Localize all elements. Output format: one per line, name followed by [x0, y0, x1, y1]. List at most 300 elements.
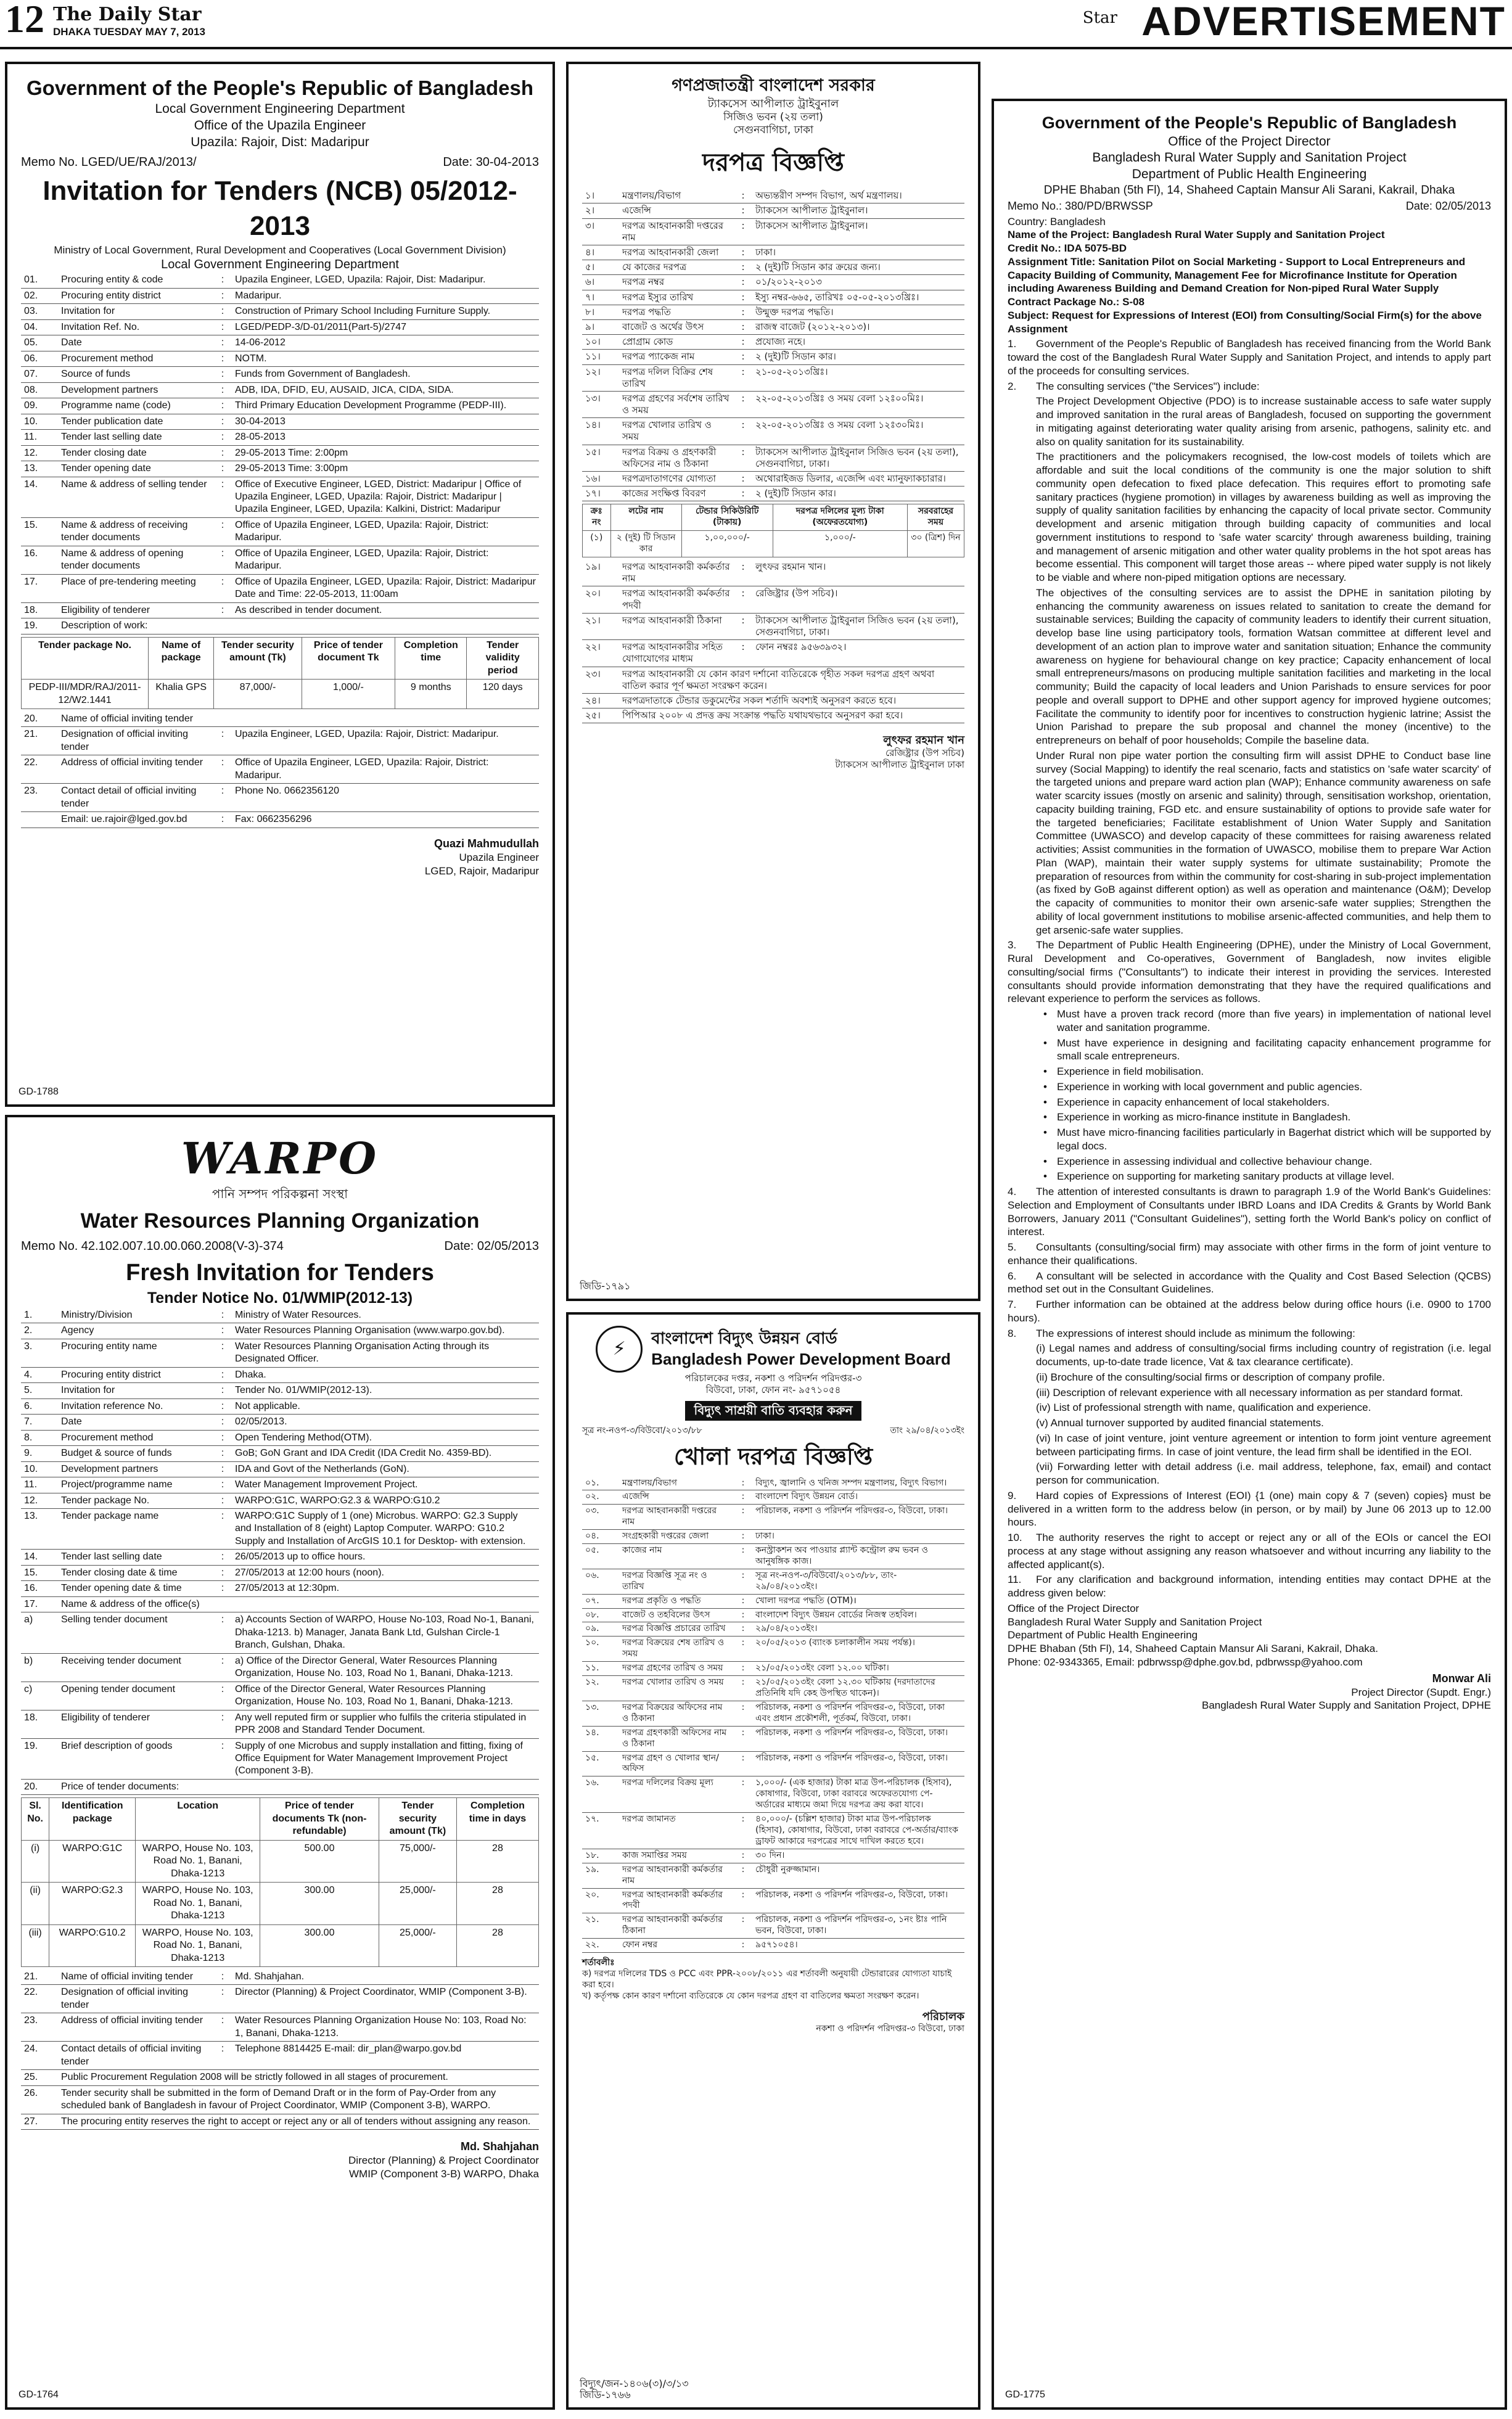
row-colon: :	[734, 640, 752, 667]
table-row	[582, 218, 964, 245]
row-number: ১২.	[582, 1676, 619, 1701]
row-colon: :	[734, 1505, 752, 1530]
row-number: ০৯.	[582, 1622, 619, 1637]
table-row	[21, 304, 539, 319]
row-value: Office of the Director General, Water Resources Planning Organization, House No. 103, Road No 1, Banani, Dhaka-1213.	[232, 1682, 539, 1710]
paragraph-number: 10.	[1008, 1532, 1022, 1544]
row-label: প্রোগ্রাম কোড	[619, 335, 734, 350]
row-colon: :	[213, 1398, 232, 1414]
row-number: 27.	[21, 2114, 58, 2129]
row-colon: :	[734, 290, 752, 305]
row-label: Contact detail of official inviting tender	[58, 784, 213, 812]
row-value: Funds from Government of Bangladesh.	[232, 367, 539, 382]
row-label: Invitation for	[58, 304, 213, 319]
dphe-sig-title: Project Director (Supdt. Engr.)	[1351, 1686, 1491, 1698]
row-value: ট্যাকসেস আপীলাত ট্রাইবুনাল।	[752, 218, 964, 245]
bpdb-terms	[582, 1969, 964, 2002]
lged-memo: Memo No. LGED/UE/RAJ/2013/	[21, 155, 197, 169]
table-row	[21, 755, 539, 784]
warpo-date: Date: 02/05/2013	[444, 1239, 539, 1253]
row-label: Procuring entity name	[58, 1339, 213, 1367]
row-colon: :	[734, 350, 752, 364]
table-row	[582, 1939, 964, 1953]
table-row	[582, 319, 964, 334]
table-row	[582, 1662, 964, 1676]
row-label: Procuring entity district	[58, 288, 213, 303]
row-label: দরপত্র আহবানকারী দপ্তরের নাম	[619, 1505, 734, 1530]
paragraph-text: For any clarification and background information, intending entities may contact DPHE at the address given below:	[1008, 1574, 1491, 1600]
lged-date: Date: 30-04-2013	[443, 155, 539, 169]
masthead	[0, 0, 1512, 49]
row-value: ০১/২০১২-২০১৩	[752, 275, 964, 290]
table-row	[21, 546, 539, 574]
warpo-bn-name: পানি সম্পদ পরিকল্পনা সংস্থা	[212, 1186, 348, 1201]
lged-table-2	[21, 712, 539, 828]
row-number: ২২।	[582, 640, 619, 667]
row-number: 4.	[21, 1367, 58, 1382]
row-number: ২৩।	[582, 667, 619, 693]
row-value: ঢাকা।	[752, 245, 964, 260]
row-number: 21.	[21, 727, 58, 755]
grid-header-cell: Price of tender document Tk	[302, 637, 395, 679]
grid-cell: WARPO:G2.3	[49, 1883, 136, 1924]
table-row	[582, 1913, 964, 1939]
row-label: বাজেট ও তহবিলের উৎস	[619, 1608, 734, 1622]
row-label: দরপত্র বিক্রয়ের অফিসের নাম ও ঠিকানা	[619, 1701, 734, 1726]
table-row	[21, 1565, 539, 1580]
table-row	[582, 189, 964, 203]
row-label: দরপত্র আহবানকারী যে কোন কারণ দর্শানো ব্যতিরেকে গৃহীত সকল দরপত্র গ্রহণ অথবা বাতিল করার পূর্ণ ক্ষমতা সংরক্ষণ করেন।	[619, 667, 964, 693]
row-label: দরপত্র আহবানকারী কর্মকর্তার ঠিকানা	[619, 1913, 734, 1939]
taxes-tender-ad	[566, 62, 980, 1301]
row-value: ২২-০৫-২০১৩খ্রিঃ ও সময় বেলা ১২ঃ৩০মিঃ।	[752, 418, 964, 445]
paragraph	[1008, 1342, 1491, 1369]
row-label: Invitation Ref. No.	[58, 319, 213, 335]
row-number: 5.	[21, 1383, 58, 1398]
paragraph	[1008, 1489, 1491, 1529]
warpo-memo: Memo No. 42.102.007.10.00.060.2008(V-3)-374	[21, 1239, 284, 1253]
row-number: ০১.	[582, 1477, 619, 1490]
row-value: পরিচালক, নকশা ও পরিদর্শন পরিদপ্তর-৩, বিউবো, ঢাকা।	[752, 1505, 964, 1530]
row-number: ২০।	[582, 586, 619, 613]
row-number: ৪।	[582, 245, 619, 260]
bpdb-dept: পরিচালকের দপ্তর, নকশা ও পরিদর্শন পরিদপ্তর-৩	[684, 1373, 862, 1384]
grid-cell: 28	[456, 1883, 538, 1924]
taxes-sig-title: রেজিষ্ট্রার (উপ সচিব)	[885, 747, 964, 759]
row-label: দরপত্র আহবানকারী কর্মকর্তার নাম	[619, 560, 734, 586]
table-row	[582, 364, 964, 391]
row-value: বাংলাদেশ বিদ্যুৎ উন্নয়ন বোর্ড।	[752, 1490, 964, 1505]
row-colon: :	[213, 398, 232, 414]
grid-cell: (i)	[22, 1840, 49, 1882]
table-row	[21, 1493, 539, 1508]
grid-cell: WARPO, House No. 103, Road No. 1, Banani, Dhaka-1213	[136, 1883, 260, 1924]
row-label: দরপত্র বিজ্ঞপ্তি সূত্র নং ও তারিখ	[619, 1569, 734, 1594]
row-number: ১২।	[582, 364, 619, 391]
table-row	[21, 1383, 539, 1398]
row-colon: :	[734, 1490, 752, 1505]
row-label: Tender closing date	[58, 445, 213, 461]
row-value: Office of Upazila Engineer, LGED, Upazila: Rajoir, District: Madaripur.	[232, 755, 539, 784]
section-title: ADVERTISEMENT	[1141, 0, 1506, 44]
row-number: ০৮.	[582, 1608, 619, 1622]
warpo-sig-org: WMIP (Component 3-B) WARPO, Dhaka	[349, 2167, 539, 2180]
row-colon: :	[734, 1569, 752, 1594]
grid-header-cell: Tender security amount (Tk)	[379, 1798, 456, 1840]
paragraph	[1008, 1298, 1491, 1325]
row-number: ১৭.	[582, 1813, 619, 1849]
row-number: ০৩.	[582, 1505, 619, 1530]
row-number: ১৮.	[582, 1849, 619, 1863]
row-label: The procuring entity reserves the right to accept or reject any or all of tenders without assigning any reason.	[58, 2114, 539, 2129]
row-number: 08.	[21, 382, 58, 398]
row-number: ১৬।	[582, 472, 619, 487]
grid-cell: (iii)	[22, 1924, 49, 1966]
row-value: Office of Upazila Engineer, LGED, Upazila: Rajoir, District: Madaripur Date and Time: 22-05-2013, 11:00am	[232, 574, 539, 602]
row-colon: :	[734, 1662, 752, 1676]
row-label: Budget & source of funds	[58, 1446, 213, 1461]
grid-cell: 87,000/-	[214, 680, 302, 709]
table-row	[582, 1505, 964, 1530]
paragraph-text: Hard copies of Expressions of Interest (EOI) {1 (one) main copy & 7 (seven) copies} must be delivered in a written form to the address below (in person, or by mail) by June 06 2013 up to 12.00 hours.	[1008, 1489, 1491, 1529]
row-colon: :	[213, 1738, 232, 1779]
row-value: Office of Upazila Engineer, LGED, Upazila: Rajoir, District: Madaripur.	[232, 546, 539, 574]
row-label: Procuring entity & code	[58, 273, 213, 288]
row-value: পরিচালক, নকশা ও পরিদর্শন পরিদপ্তর-৩, বিউবো, ঢাকা।	[752, 1888, 964, 1913]
row-label: দরপত্র বিক্রয়ের শেষ তারিখ ও সময়	[619, 1637, 734, 1662]
row-colon: :	[213, 1550, 232, 1565]
row-value: উন্মুক্ত দরপত্র পদ্ধতি।	[752, 305, 964, 319]
grid-cell: PEDP-III/MDR/RAJ/2011-12/W2.1441	[22, 680, 149, 709]
row-number: 12.	[21, 1493, 58, 1508]
row-value: ফোন নম্বরঃ ৯৫৬৩৯৩২।	[752, 640, 964, 667]
row-colon: :	[213, 1969, 232, 1985]
paragraph	[1008, 1531, 1491, 1571]
row-colon: :	[734, 275, 752, 290]
row-value: Water Resources Planning Organisation (www.warpo.gov.bd).	[232, 1323, 539, 1339]
row-label: Project/programme name	[58, 1477, 213, 1493]
row-number: 19.	[21, 1738, 58, 1779]
grid-header-cell: লটের নাম	[610, 504, 681, 531]
page-number: 12	[5, 0, 44, 41]
table-row	[582, 1594, 964, 1608]
dphe-gd: GD-1775	[1005, 2389, 1045, 2400]
grid-header-cell: Tender security amount (Tk)	[214, 637, 302, 679]
row-value: বাংলাদেশ বিদ্যুৎ উন্নয়ন বোর্ডের নিজস্ব তহবিল।	[752, 1608, 964, 1622]
row-colon: :	[213, 784, 232, 812]
table-row	[21, 445, 539, 461]
table-row	[21, 273, 539, 288]
row-label: Date	[58, 335, 213, 351]
row-label: কাজ সমাপ্তির সময়	[619, 1849, 734, 1863]
grid-header-cell: Completion time	[395, 637, 467, 679]
bullet-item: • Must have a proven track record (more than five years) in implementation of national level water and sanitation programme.	[1008, 1008, 1491, 1035]
bullet-item: • Experience in capacity enhancement of local stakeholders.	[1008, 1096, 1491, 1109]
row-colon: :	[734, 1751, 752, 1776]
row-number: ১০।	[582, 335, 619, 350]
row-number: 8.	[21, 1430, 58, 1445]
paper-name: The Daily Star	[53, 4, 202, 25]
row-label: Tender package name	[58, 1509, 213, 1550]
table-row	[582, 1622, 964, 1637]
row-number: 24.	[21, 2042, 58, 2070]
bpdb-name: Bangladesh Power Development Board	[651, 1350, 951, 1368]
table-row	[582, 1530, 964, 1544]
row-label: কাজের নাম	[619, 1544, 734, 1569]
dphe-gov: Government of the People's Republic of Bangladesh	[1042, 113, 1457, 132]
row-number: ১৪.	[582, 1726, 619, 1751]
paragraph-text: (iii) Description of relevant experience with all necessary information as per standard format.	[1036, 1386, 1463, 1398]
bpdb-sig-org: নকশা ও পরিদর্শন পরিদপ্তর-৩ বিউবো, ঢাকা	[816, 2023, 964, 2034]
row-number: 3.	[21, 1339, 58, 1367]
bpdb-sig-title: পরিচালক	[922, 2010, 964, 2023]
row-value: ট্যাকসেস আপীলাত ট্রাইবুনাল সিজিও ভবন (২য় তলা), সেগুনবাগিচা, ঢাকা।	[752, 445, 964, 471]
row-colon: :	[213, 1985, 232, 2013]
paragraph	[1008, 1270, 1491, 1297]
warpo-sig-name: Md. Shahjahan	[460, 2140, 539, 2153]
paragraph	[1008, 1573, 1491, 1600]
warpo-notice: Tender Notice No. 01/WMIP(2012-13)	[147, 1289, 413, 1307]
row-colon: :	[213, 335, 232, 351]
paragraph-number: 8.	[1008, 1327, 1017, 1339]
row-colon: :	[734, 472, 752, 487]
table-row	[21, 1398, 539, 1414]
paragraph-text: A consultant will be selected in accordance with the Quality and Cost Based Selection (QCBS) method set out in the Consultant Guidelines.	[1008, 1270, 1491, 1296]
paragraph-text: The expressions of interest should include as minimum the following:	[1036, 1327, 1355, 1339]
bullet-item: • Experience in working with local government and public agencies.	[1008, 1080, 1491, 1094]
row-label: দরপত্র আহবানকারী কর্মকর্তার পদবী	[619, 1888, 734, 1913]
row-number	[21, 812, 58, 828]
row-value: রেজিষ্ট্রার (উপ সচিব)।	[752, 586, 964, 613]
table-row	[582, 350, 964, 364]
row-value: IDA and Govt of the Netherlands (GoN).	[232, 1461, 539, 1477]
row-value: Any well reputed firm or supplier who fulfils the criteria stipulated in PPR 2008 and Standard Tender Document.	[232, 1710, 539, 1738]
table-row	[21, 1415, 539, 1430]
warpo-gd: GD-1764	[18, 2389, 59, 2400]
grid-cell: Khalia GPS	[149, 680, 214, 709]
bpdb-gd-left: বিদ্যুৎ/জন-১৪০৬(৩)/৩/১৩	[580, 2377, 689, 2389]
text-line: Phone: 02-9343365, Email: pdbrwssp@dphe.gov.bd, pdbrwssp@yahoo.com	[1008, 1656, 1363, 1668]
paragraph-text: Further information can be obtained at the address below during office hours (i.e. 0900 to 1700 hours).	[1008, 1299, 1491, 1324]
table-row	[21, 414, 539, 429]
row-value: কনস্ট্রাকশন অব পাওয়ার প্ল্যান্ট কন্ট্রোল রুম ভবন ও আনুষঙ্গিক কাজ।	[752, 1544, 964, 1569]
table-row	[21, 2070, 539, 2085]
row-number: ২১.	[582, 1913, 619, 1939]
dphe-package: Contract Package No.: S-08	[1008, 296, 1145, 308]
row-number: ০২.	[582, 1490, 619, 1505]
grid-cell: (ii)	[22, 1883, 49, 1924]
row-colon: :	[213, 574, 232, 602]
row-colon: :	[213, 382, 232, 398]
row-number: ১৬.	[582, 1776, 619, 1813]
text-line: খ) কর্তৃপক্ষ কোন কারণ দর্শানো ব্যতিরেকে যে কোন দরপত্র গ্রহণ বা বাতিলের ক্ষমতা সংরক্ষণ করেন।	[582, 1990, 919, 2001]
paragraph-number: 3.	[1008, 939, 1017, 951]
row-label: Agency	[58, 1323, 213, 1339]
bullet-item: • Experience in field mobilisation.	[1008, 1065, 1491, 1078]
grid-cell: (১)	[583, 531, 611, 557]
row-label: দরপত্রদাতাগণের যোগ্যতা	[619, 472, 734, 487]
row-colon: :	[734, 189, 752, 203]
grid-header-row	[22, 1798, 539, 1840]
row-number: ১।	[582, 189, 619, 203]
grid-cell: 28	[456, 1924, 538, 1966]
lged-sig-title: Upazila Engineer	[459, 851, 539, 863]
table-row	[582, 305, 964, 319]
table-row	[21, 1477, 539, 1493]
row-label: সংগ্রহকারী দপ্তরের জেলা	[619, 1530, 734, 1544]
row-value: 29-05-2013 Time: 3:00pm	[232, 461, 539, 477]
paragraph-text: The authority reserves the right to accept or reject any or all of the EOIs or cancel the EOI process at any stage without assigning any reason whatsoever and without incurring any liability to the affected applicant(s).	[1008, 1532, 1491, 1571]
table-row	[582, 1751, 964, 1776]
row-label: Designation of official inviting tender	[58, 727, 213, 755]
row-value: 27/05/2013 at 12:30pm.	[232, 1581, 539, 1596]
grid-cell: ১,০০০/-	[773, 531, 907, 557]
table-row	[582, 560, 964, 586]
row-colon: :	[213, 1509, 232, 1550]
row-label: Eligibility of tenderer	[58, 602, 213, 618]
row-label: ফোন নম্বর	[619, 1939, 734, 1953]
bpdb-banner: বিদ্যুৎ সাশ্রয়ী বাতি ব্যবহার করুন	[685, 1401, 861, 1421]
row-value: WARPO:G1C Supply of 1 (one) Microbus. WARPO: G2.3 Supply and Installation of 8 (eight) Laptop Computer. WARPO: G10.2 Supply and Installation of ArcGIS 10.1 for Desktop- with extension.	[232, 1509, 539, 1550]
row-label: Name & address of opening tender documents	[58, 546, 213, 574]
row-colon: :	[734, 260, 752, 275]
row-number: ১১।	[582, 350, 619, 364]
table-row	[582, 1888, 964, 1913]
row-number: 23.	[21, 784, 58, 812]
table-row	[582, 472, 964, 487]
paragraph	[1008, 395, 1491, 448]
row-value: প্রযোজ্য নহে।	[752, 335, 964, 350]
table-row	[21, 1509, 539, 1550]
table-row	[21, 461, 539, 477]
row-colon: :	[213, 1415, 232, 1430]
grid-cell: 25,000/-	[379, 1883, 456, 1924]
paragraph	[1008, 1432, 1491, 1459]
dphe-office: Office of the Project Director	[1168, 134, 1331, 149]
table-row	[582, 391, 964, 417]
lged-ministry: Ministry of Local Government, Rural Development and Cooperatives (Local Government Division)	[54, 244, 506, 257]
paragraph-text: (vii) Forwarding letter with detail address (i.e. mail address, telephone, fax, email) and contact person for communication.	[1036, 1461, 1491, 1487]
row-label: দরপত্র আহবানকারী ঠিকানা	[619, 613, 734, 639]
paragraph-number: 4.	[1008, 1186, 1017, 1198]
row-value: ৯৫৭১০৫৪।	[752, 1939, 964, 1953]
row-colon: :	[213, 812, 232, 828]
row-label: Ministry/Division	[58, 1308, 213, 1323]
row-value: খোলা দরপত্র পদ্ধতি (OTM)।	[752, 1594, 964, 1608]
paragraph	[1008, 586, 1491, 747]
row-number: ২০.	[582, 1888, 619, 1913]
paragraph-number: 6.	[1008, 1270, 1017, 1282]
row-colon: :	[213, 2042, 232, 2070]
table-row	[21, 2013, 539, 2042]
row-value: Telephone 8814425 E-mail: dir_plan@warpo.gov.bd	[232, 2042, 539, 2070]
row-colon: :	[213, 1710, 232, 1738]
dphe-country: Country: Bangladesh	[1008, 215, 1106, 228]
row-value: পরিচালক, নকশা ও পরিদর্শন পরিদপ্তর-৩, বিউবো, ঢাকা।	[752, 1726, 964, 1751]
row-value: ২১/০৫/২০১৩ইং বেলা ১২.৩০ ঘটিকায় (দরদাতাদের প্রতিনিধি যদি কেহ উপস্থিত থাকেন)।	[752, 1676, 964, 1701]
row-label: Tender security shall be submitted in the form of Demand Draft or in the form of Pay-Order from any scheduled bank of Bangladesh in favour of Project Coordinator, WMIP (Component 3-B), WARPO.	[58, 2085, 539, 2114]
row-number: ২২.	[582, 1939, 619, 1953]
row-value: ৪০,০০০/- (চল্লিশ হাজার) টাকা মাত্র উপ-পরিচালক (হিসাব), কোষাগার, বিউবো, ঢাকা বরাবরে পে-অর্ডার/ব্যাংক ড্রাফট আকারে দরপত্রের সাথে দাখিল করতে হবে।	[752, 1813, 964, 1849]
row-label: বাজেট ও অর্থের উৎস	[619, 319, 734, 334]
row-number: ২৫।	[582, 708, 619, 723]
row-label: Programme name (code)	[58, 398, 213, 414]
row-label: দরপত্র খোলার তারিখ ও সময়	[619, 418, 734, 445]
text-line: Bangladesh Rural Water Supply and Sanitation Project	[1008, 1616, 1262, 1628]
row-label: Development partners	[58, 382, 213, 398]
row-colon: :	[213, 517, 232, 546]
paragraph	[1008, 749, 1491, 937]
paragraph	[1008, 1401, 1491, 1415]
row-label: Tender opening date	[58, 461, 213, 477]
table-row	[21, 712, 539, 727]
row-number: 23.	[21, 2013, 58, 2042]
grid-header-cell: Price of tender documents Tk (non-refundable)	[260, 1798, 379, 1840]
bpdb-bn-name: বাংলাদেশ বিদ্যুৎ উন্নয়ন বোর্ড	[651, 1329, 837, 1348]
row-label: Opening tender document	[58, 1682, 213, 1710]
row-colon: :	[213, 1323, 232, 1339]
row-label: Designation of official inviting tender	[58, 1985, 213, 2013]
row-value: ২২-০৫-২০১৩খ্রিঃ ও সময় বেলা ১২ঃ০০মিঃ।	[752, 391, 964, 417]
table-row	[21, 574, 539, 602]
row-label: Name & address of selling tender	[58, 477, 213, 517]
grid-row	[22, 1883, 539, 1924]
row-value: ট্যাকসেস আপীলাত ট্রাইবুনাল।	[752, 203, 964, 218]
table-row	[21, 1339, 539, 1367]
row-colon: :	[734, 613, 752, 639]
table-row	[582, 487, 964, 501]
row-colon: :	[213, 1493, 232, 1508]
table-row	[582, 275, 964, 290]
row-number: 25.	[21, 2070, 58, 2085]
lged-sig-name: Quazi Mahmudullah	[433, 837, 539, 850]
row-colon: :	[213, 430, 232, 445]
table-row	[21, 1308, 539, 1323]
bullet-item: • Experience in working as micro-finance institute in Bangladesh.	[1008, 1111, 1491, 1124]
paragraph-text: (vi) In case of joint venture, joint venture agreement or intention to form joint venture agreement between participating firms. In case of joint venture, the lead firm shall be identified in the EOI.	[1036, 1432, 1491, 1458]
row-label: দরপত্র দলিল বিক্রির শেষ তারিখ	[619, 364, 734, 391]
table-row	[21, 2042, 539, 2070]
dphe-credit: Credit No.: IDA 5075-BD	[1008, 242, 1127, 255]
row-colon: :	[734, 1849, 752, 1863]
row-colon: :	[734, 487, 752, 501]
paragraph	[1008, 337, 1491, 377]
row-label: Name of official inviting tender	[58, 1969, 213, 1985]
bpdb-date: তাং ২৯/০৪/২০১৩ইং	[890, 1425, 964, 1435]
paragraph-number: 9.	[1008, 1489, 1017, 1501]
table-row	[21, 430, 539, 445]
row-number: 13.	[21, 461, 58, 477]
warpo-title: Fresh Invitation for Tenders	[126, 1260, 434, 1286]
table-row	[21, 812, 539, 828]
table-row	[582, 335, 964, 350]
row-label: দরপত্র ইস্যুর তারিখ	[619, 290, 734, 305]
row-value: পরিচালক, নকশা ও পরিদর্শন পরিদপ্তর-৩, ১নং ষ্টাঃ পানি ভবন, বিউবো, ঢাকা।	[752, 1913, 964, 1939]
row-number: 09.	[21, 398, 58, 414]
table-row	[21, 477, 539, 517]
row-colon: :	[213, 1461, 232, 1477]
dphe-sig-name: Monwar Ali	[1432, 1672, 1491, 1685]
row-label: দরপত্র বিক্রয় ও গ্রহণকারী অফিসের নাম ও ঠিকানা	[619, 445, 734, 471]
row-number: 22.	[21, 755, 58, 784]
row-number: 03.	[21, 304, 58, 319]
table-row	[21, 602, 539, 618]
row-number: 05.	[21, 335, 58, 351]
row-label: মন্ত্রণালয়/বিভাগ	[619, 189, 734, 203]
row-label: Procurement method	[58, 351, 213, 366]
paragraph-text: Consultants (consulting/social firm) may associate with other firms in the form of joint venture to enhance their qualifications.	[1008, 1241, 1491, 1267]
row-label: দরপত্রদাতাকে টেন্ডার ডকুমেন্টের সকল শর্তাদি অবশ্যই অনুসরণ করতে হবে।	[619, 693, 964, 708]
